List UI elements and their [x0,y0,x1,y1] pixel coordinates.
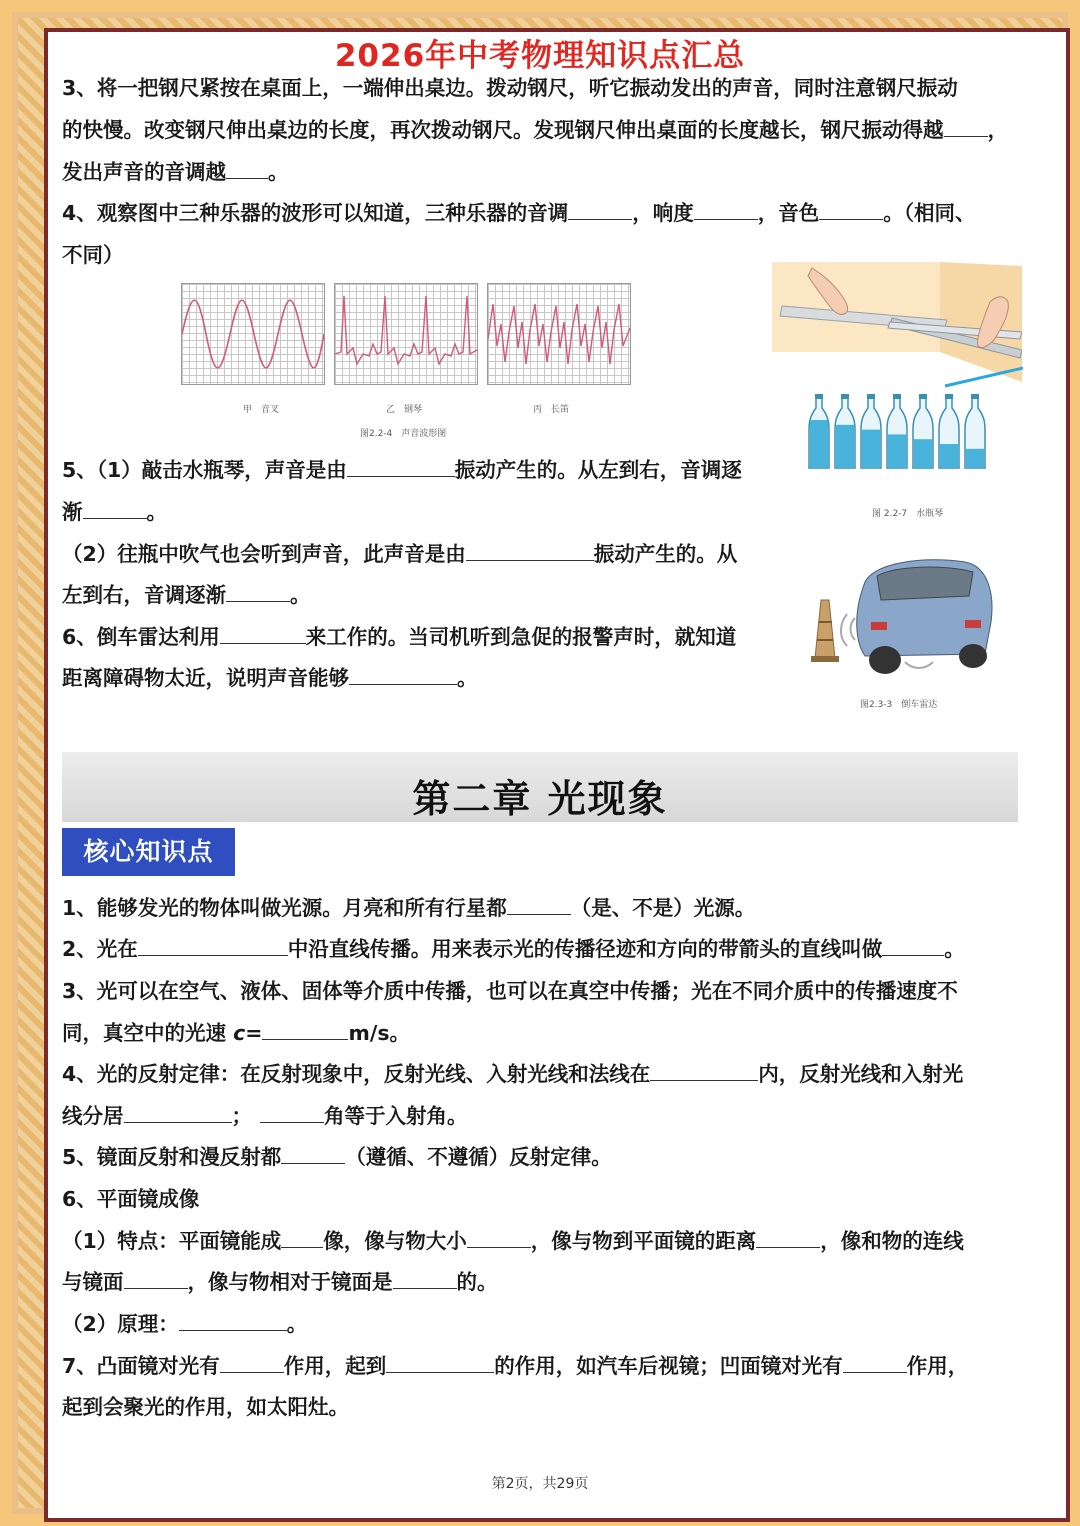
p1-line: 1、能够发光的物体叫做光源。月亮和所有行星都 （是、不是）光源。 [62,896,756,920]
p4-line1: 4、光的反射定律：在反射现象中，反射光线、入射光线和法线在 内，反射光线和入射光 [62,1062,964,1086]
bottle-cap [945,394,953,399]
wave-path [488,304,630,364]
p5-line: 5、镜面反射和漫反射都 （遵循、不遵循）反射定律。 [62,1145,612,1169]
q3-line3: 发出声音的音调越 。 [62,160,289,184]
wave-label-c: 丙 长笛 [533,405,570,415]
bottle-cap [841,394,849,399]
core-knowledge-badge: 核心知识点 [62,828,235,876]
bottle-cap [919,394,927,399]
q4-line1: 4、观察图中三种乐器的波形可以知道，三种乐器的音调 ，响度 ，音色 。（相同、 [62,201,976,225]
p3-line1: 3、光可以在空气、液体、固体等介质中传播，也可以在真空中传播；光在不同介质中的传播速度不 [62,979,958,1003]
q5-line1: 5、（1）敲击水瓶琴，声音是由 振动产生的。从左到右，音调逐 [62,458,742,482]
answer-blank[interactable] [220,1352,284,1373]
p6-2-line: 与镜面 ，像与物相对于镜面是 的。 [62,1270,498,1294]
bottle-figure-caption: 图 2.2-7 水瓶琴 [872,509,944,519]
chapter-title: 第二章 光现象 [412,777,668,821]
answer-blank[interactable] [281,1143,345,1164]
q6-line2: 距离障碍物太近，说明声音能够 。 [62,666,478,690]
p6-3-line: （2）原理： 。 [62,1312,308,1336]
car-figure-caption: 图2.3-3 倒车雷达 [860,700,938,710]
p2-line: 2、光在 中沿直线传播。用来表示光的传播径迹和方向的带箭头的直线叫做 。 [62,937,965,961]
answer-blank[interactable] [347,456,455,477]
p7-line2: 起到会聚光的作用，如太阳灶。 [62,1395,349,1419]
answer-blank[interactable] [220,623,306,644]
p6-heading: 6、平面镜成像 [62,1187,200,1211]
q3-line1: 3、将一把钢尺紧按在桌面上，一端伸出桌边。拨动钢尺，听它振动发出的声音，同时注意钢尺振动 [62,76,958,100]
bottle-cap [971,394,979,399]
answer-blank[interactable] [124,1268,188,1289]
bottle-cap [815,394,823,399]
q5-line3: （2）往瓶中吹气也会听到声音，此声音是由 振动产生的。从 [62,542,738,566]
bottle-water [966,449,984,468]
q5-line2: 渐 。 [62,500,167,524]
p7-line1: 7、凸面镜对光有 作用，起到 的作用，如汽车后视镜；凹面镜对光有 作用， [62,1354,969,1378]
page-number: 第2页，共29页 [491,1476,589,1492]
water-bottles-illustration [805,364,1023,474]
answer-blank[interactable] [124,1102,232,1123]
answer-blank[interactable] [507,894,571,915]
wave-path [335,296,477,364]
wave-figure-caption: 图2.2-4 声音波形图 [360,429,447,439]
p4-line2: 线分居 ； 角等于入射角。 [62,1104,468,1128]
answer-blank[interactable] [260,1102,324,1123]
p3-line2: 同，真空中的光速 c= m/s。 [62,1021,411,1045]
answer-blank[interactable] [467,1227,531,1248]
bottle-water [914,439,932,468]
wave-label-b: 乙 钢琴 [386,405,423,415]
answer-blank[interactable] [466,540,594,561]
q5-line4: 左到右，音调逐渐 。 [62,583,311,607]
answer-blank[interactable] [843,1352,907,1373]
answer-blank[interactable] [694,199,758,220]
answer-blank[interactable] [568,199,632,220]
answer-blank[interactable] [650,1060,758,1081]
bottle-water [810,420,828,468]
bottle-water [888,434,906,468]
bottle-water [940,444,958,468]
q3-line2: 的快慢。改变钢尺伸出桌边的长度，再次拨动钢尺。发现钢尺伸出桌面的长度越长，钢尺振动得越 ， [62,118,1008,142]
answer-blank[interactable] [138,935,288,956]
p6-1-line: （1）特点：平面镜能成 像，像与物大小 ，像与物到平面镜的距离 ，像和物的连线 [62,1229,964,1253]
answer-blank[interactable] [386,1352,494,1373]
answer-blank[interactable] [393,1268,457,1289]
waveform-tuning-fork [181,283,325,385]
answer-blank[interactable] [944,116,988,137]
bottle-cap [893,394,901,399]
q6-line1: 6、倒车雷达利用 来工作的。当司机听到急促的报警声时，就知道 [62,625,737,649]
waveform-piano [334,283,478,385]
bottle-water [836,425,854,468]
document-title: 2026年中考物理知识点汇总 [334,38,746,74]
answer-blank[interactable] [262,1019,348,1040]
wave-label-a: 甲 音叉 [243,405,280,415]
answer-blank[interactable] [226,581,290,602]
reversing-radar-illustration [805,552,997,688]
answer-blank[interactable] [819,199,883,220]
answer-blank[interactable] [83,498,147,519]
answer-blank[interactable] [349,664,457,685]
answer-blank[interactable] [281,1227,323,1248]
bottle-water [862,430,880,468]
answer-blank[interactable] [756,1227,820,1248]
chapter-header [62,752,1018,822]
waveform-flute [487,283,631,385]
answer-blank[interactable] [882,935,944,956]
q4-line2: 不同） [62,243,124,267]
wave-path [182,300,324,368]
bottle-cap [867,394,875,399]
answer-blank[interactable] [226,158,268,179]
answer-blank[interactable] [179,1310,287,1331]
